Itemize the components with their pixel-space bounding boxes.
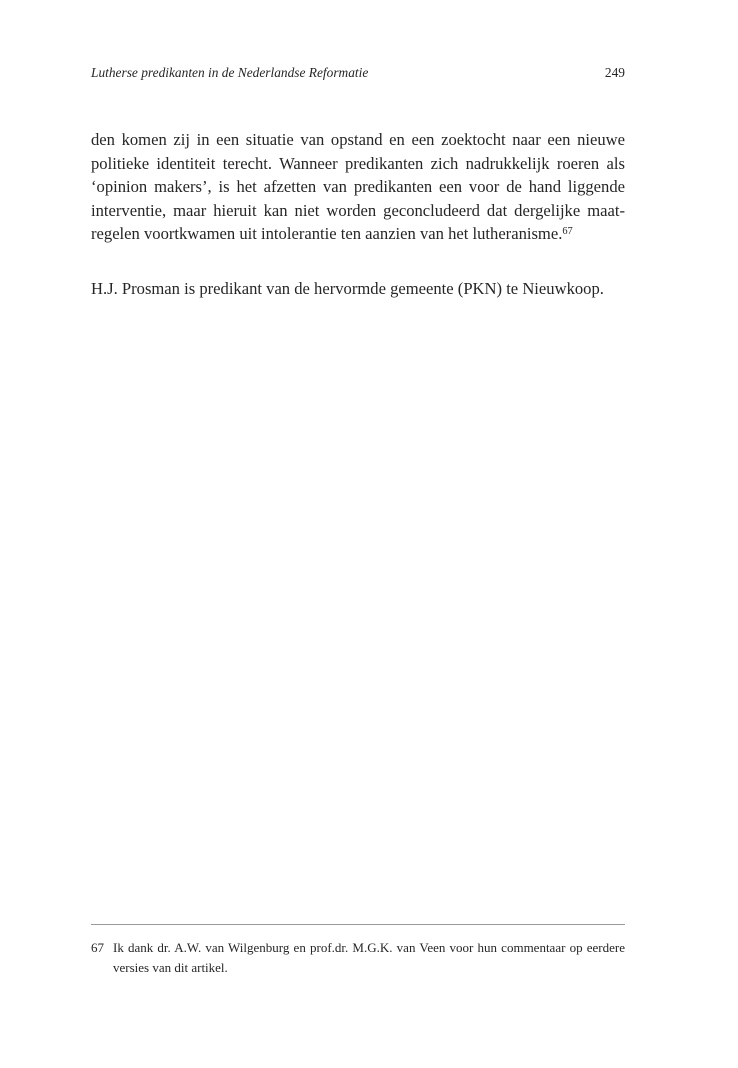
running-title: Lutherse predikanten in de Nederlandse Reformatie (91, 65, 369, 80)
footnote-divider (91, 924, 625, 925)
footnote (91, 938, 625, 977)
author-note: H.J. Prosman is predikant van de hervormde gemeente (PKN) te Nieuwkoop. (91, 279, 604, 298)
body-paragraph (91, 128, 625, 246)
body-paragraph-text: den komen zij in een situatie van opstand en een zoektocht naar een nieuwe politieke identiteit terecht. Wanneer predikanten zich nadrukkelijk roeren als ‘opinion makers’, is het afzetten van predikanten een voor de hand liggende interventie, maar hieruit kan niet worden geconcludeerd dat dergelijke maatregelen voortkwamen uit intolerantie ten aanzien van het lutheranisme. (91, 130, 625, 243)
footnote-number: 67 (91, 940, 104, 955)
running-header (91, 64, 625, 82)
footnote-text: Ik dank dr. A.W. van Wilgenburg en prof.dr. M.G.K. van Veen voor hun commentaar op eerdere versies van dit artikel. (113, 940, 625, 975)
footnote-reference[interactable]: 67 (562, 226, 573, 237)
page-number: 249 (604, 65, 625, 80)
